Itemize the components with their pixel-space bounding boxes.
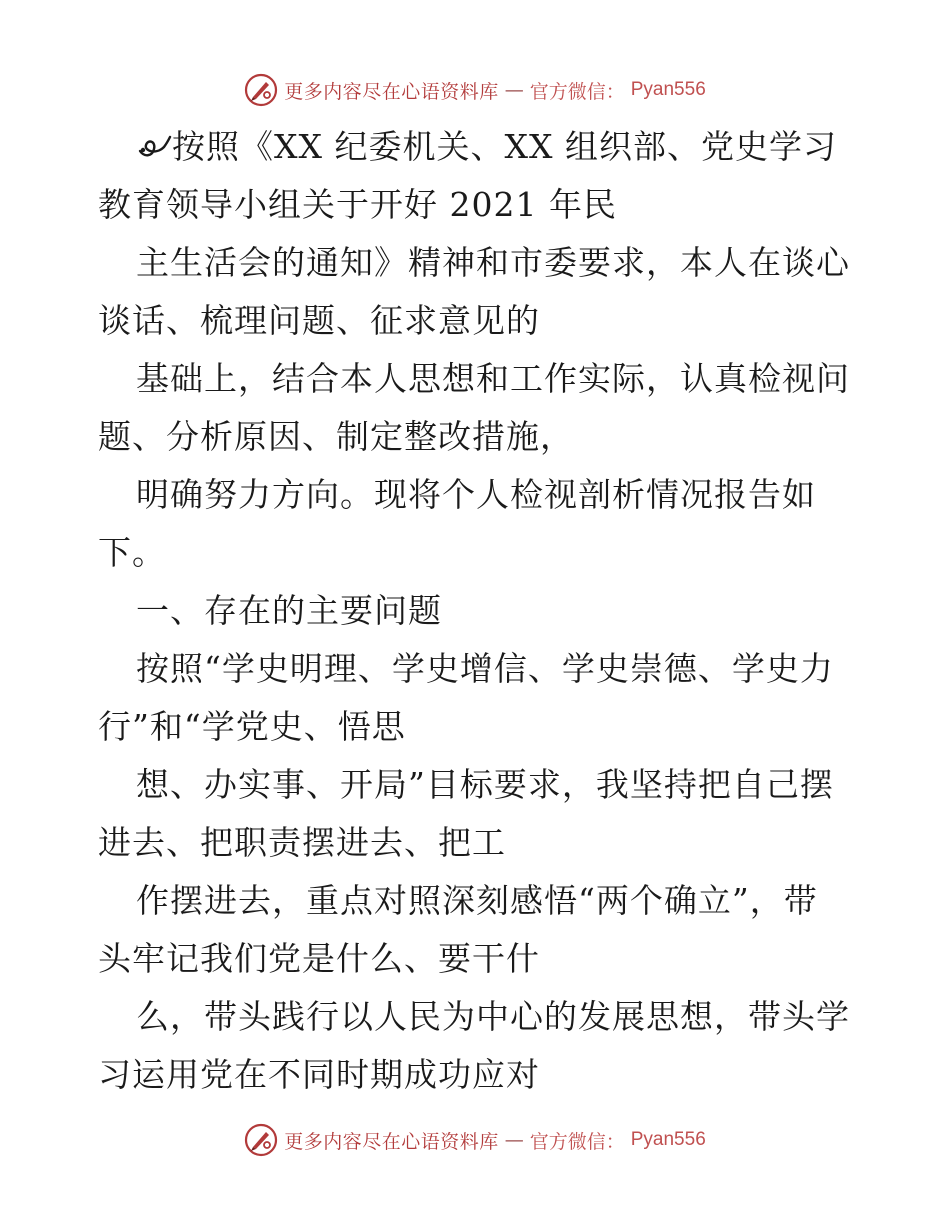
body-line: 习运用党在不同时期成功应对 <box>98 1055 540 1094</box>
body-line: 谈话、梳理问题、征求意见的 <box>98 301 540 340</box>
body-line: 按照“学史明理、学史增信、学史崇德、学史力 <box>136 649 834 688</box>
curl-mark-icon <box>136 131 172 161</box>
banner-text: 更多内容尽在心语资料库 <box>284 1130 499 1153</box>
footer-banner <box>0 1120 950 1160</box>
body-line: 按照《XX 纪委机关、XX 组织部、党史学习 <box>98 118 858 176</box>
banner-wechat-id: Pyan556 <box>630 1129 706 1150</box>
header-banner <box>0 70 950 110</box>
body-line: 进去、把职责摆进去、把工 <box>98 823 506 862</box>
banner-wechat-label: 官方微信： <box>529 1130 625 1153</box>
body-line: 教育领导小组关于开好 2021 年民 <box>98 185 617 224</box>
pen-logo-icon <box>244 1123 278 1157</box>
banner-dash: — <box>504 1129 524 1151</box>
body-line: 么，带头践行以人民为中心的发展思想，带头学 <box>136 997 850 1036</box>
body-line: 行”和“学党史、悟思 <box>98 707 406 746</box>
document-body <box>98 118 858 1104</box>
body-line: 作摆进去，重点对照深刻感悟“两个确立”，带 <box>136 881 818 920</box>
body-line: 主生活会的通知》精神和市委要求，本人在谈心 <box>136 243 850 282</box>
body-line: 想、办实事、开局”目标要求，我坚持把自己摆 <box>136 765 834 804</box>
body-line: 头牢记我们党是什么、要干什 <box>98 939 540 978</box>
banner-dash: — <box>504 79 524 101</box>
section-heading: 一、存在的主要问题 <box>136 591 442 630</box>
banner-wechat-id: Pyan556 <box>630 79 706 100</box>
body-line: 明确努力方向。现将个人检视剖析情况报告如 <box>136 475 816 514</box>
body-line: 基础上，结合本人思想和工作实际，认真检视问 <box>136 359 850 398</box>
banner-text: 更多内容尽在心语资料库 <box>284 80 499 103</box>
body-line: 下。 <box>98 533 166 572</box>
body-line: 题、分析原因、制定整改措施， <box>98 417 574 456</box>
pen-logo-icon <box>244 73 278 107</box>
banner-wechat-label: 官方微信： <box>529 80 625 103</box>
